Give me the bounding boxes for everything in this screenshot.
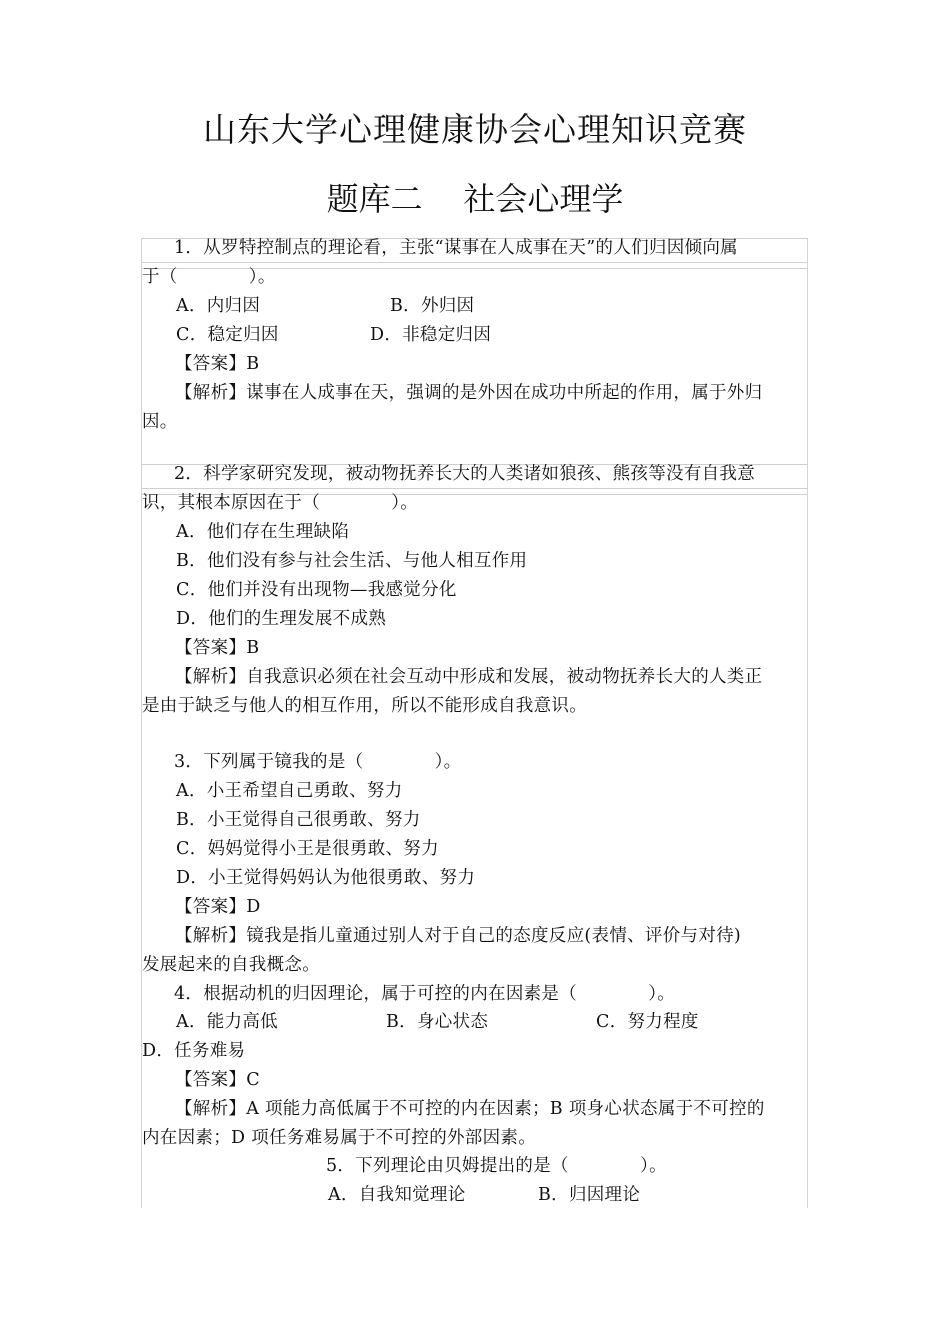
q3-explanation-line1: 【解析】镜我是指儿童通过别人对于自己的态度反应(表情、评价与对待) — [175, 926, 742, 946]
q1-explanation-line2: 因。 — [142, 412, 178, 432]
q4-answer: 【答案】C — [175, 1070, 260, 1090]
q2-answer: 【答案】B — [175, 638, 260, 658]
q5-stem: 5．下列理论由贝姆提出的是（ ）。 — [326, 1156, 667, 1176]
q2-stem-line1: 2．科学家研究发现，被动物抚养长大的人类诸如狼孩、熊孩等没有自我意 — [174, 464, 756, 484]
q3-option-b: B．小王觉得自己很勇敢、努力 — [176, 810, 421, 830]
q1-stem-line2: 于（ ）。 — [142, 267, 276, 287]
q3-stem: 3．下列属于镜我的是（ ）。 — [174, 752, 462, 772]
q4-explanation-line2: 内在因素；D 项任务难易属于不可控的外部因素。 — [142, 1128, 536, 1148]
q3-option-c: C．妈妈觉得小王是很勇敢、努力 — [176, 839, 439, 859]
q4-option-c: C．努力程度 — [596, 1012, 699, 1032]
q3-option-d: D．小王觉得妈妈认为他很勇敢、努力 — [176, 868, 476, 888]
q1-option-a: A．内归因 — [176, 296, 261, 316]
q4-stem: 4．根据动机的归因理论，属于可控的内在因素是（ ）。 — [174, 984, 676, 1004]
q1-option-b: B．外归因 — [390, 296, 475, 316]
q3-explanation-line2: 发展起来的自我概念。 — [142, 955, 320, 975]
q1-option-c: C．稳定归因 — [176, 325, 279, 345]
q5-option-a: A．自我知觉理论 — [328, 1185, 466, 1205]
q4-explanation-line1: 【解析】A 项能力高低属于不可控的内在因素；B 项身心状态属于不可控的 — [175, 1099, 765, 1119]
frame-right-border — [807, 238, 808, 1208]
q3-option-a: A．小王希望自己勇敢、努力 — [176, 781, 403, 801]
q4-option-a: A．能力高低 — [176, 1012, 278, 1032]
q2-option-b: B．他们没有参与社会生活、与他人相互作用 — [176, 551, 528, 571]
q4-option-d: D．任务难易 — [142, 1041, 246, 1061]
q2-explanation-line2: 是由于缺乏与他人的相互作用，所以不能形成自我意识。 — [142, 696, 587, 716]
q1-answer: 【答案】B — [175, 354, 260, 374]
page-subtitle: 题库二 社会心理学 — [326, 180, 624, 218]
q1-explanation-line1: 【解析】谋事在人成事在天，强调的是外因在成功中所起的作用，属于外归 — [175, 383, 763, 403]
q2-explanation-line1: 【解析】自我意识必须在社会互动中形成和发展，被动物抚养长大的人类正 — [175, 667, 763, 687]
q2-option-a: A．他们存在生理缺陷 — [176, 522, 350, 542]
q1-option-d: D．非稳定归因 — [370, 325, 492, 345]
q5-option-b: B．归因理论 — [538, 1185, 641, 1205]
page-title: 山东大学心理健康协会心理知识竞赛 — [203, 110, 747, 149]
q2-option-c: C．他们并没有出现物—我感觉分化 — [176, 580, 457, 600]
q2-stem-line2: 识，其根本原因在于（ ）。 — [142, 493, 419, 513]
q1-stem-line1: 1．从罗特控制点的理论看，主张“谋事在人成事在天”的人们归因倾向属 — [174, 238, 738, 258]
q4-option-b: B．身心状态 — [386, 1012, 489, 1032]
q2-option-d: D．他们的生理发展不成熟 — [176, 609, 387, 629]
q3-answer: 【答案】D — [175, 897, 261, 917]
